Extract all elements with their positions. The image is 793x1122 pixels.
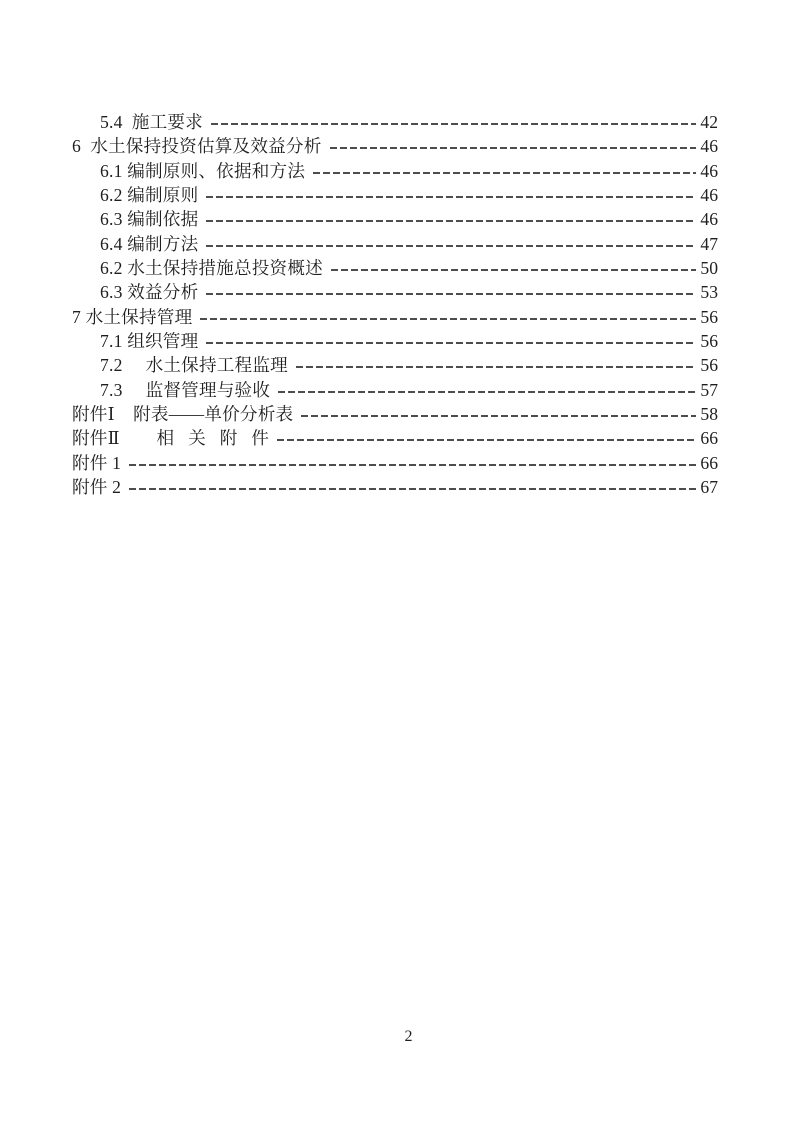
toc-entry [72, 475, 718, 499]
toc-entry [72, 402, 718, 426]
toc-leader-dashes [129, 488, 696, 490]
toc-entry-label: 7.2 水土保持工程监理 [100, 355, 288, 376]
toc-page-number: 46 [700, 160, 718, 181]
toc-entry [72, 134, 718, 158]
toc-leader-dashes [296, 366, 696, 368]
toc-entry [72, 329, 718, 353]
toc-entry [72, 451, 718, 475]
toc-leader-dashes [313, 172, 696, 174]
toc-entry [72, 280, 718, 304]
toc-entry-label: 6 水土保持投资估算及效益分析 [72, 136, 322, 157]
toc-entry-label: 6.4 编制方法 [100, 233, 199, 254]
toc-page-number: 57 [700, 379, 718, 400]
toc-entry-label: 6.1 编制原则、依据和方法 [100, 160, 306, 181]
toc-entry [72, 426, 718, 450]
toc-page-number: 46 [700, 209, 718, 230]
toc-page-number: 47 [700, 233, 718, 254]
toc-page-number: 58 [700, 403, 718, 424]
toc-page-number: 56 [700, 330, 718, 351]
toc-leader-dashes [278, 391, 696, 393]
toc-entry-label: 附件Ⅰ 附表——单价分析表 [72, 403, 294, 424]
toc-entry-label: 7 水土保持管理 [72, 306, 193, 327]
toc-leader-dashes [206, 342, 696, 344]
toc-leader-dashes [129, 464, 696, 466]
toc-page-number: 50 [700, 257, 718, 278]
toc-entry [72, 183, 718, 207]
toc-leader-dashes [301, 415, 696, 417]
toc-leader-dashes [206, 245, 696, 247]
toc-entry-label: 6.3 效益分析 [100, 282, 199, 303]
toc-entry [72, 305, 718, 329]
toc-leader-dashes [206, 220, 696, 222]
toc-entry [72, 207, 718, 231]
toc-entry-label: 6.2 水土保持措施总投资概述 [100, 257, 323, 278]
toc-leader-dashes [206, 293, 696, 295]
toc-entry-label: 6.2 编制原则 [100, 184, 199, 205]
toc-page-number: 66 [700, 428, 718, 449]
toc-entry-label: 附件 1 [72, 452, 122, 473]
toc-page-number: 46 [700, 136, 718, 157]
toc-leader-dashes [330, 147, 696, 149]
toc-entry-label: 5.4 施工要求 [100, 112, 203, 132]
toc-leader-dashes [206, 196, 696, 198]
page-number: 2 [404, 1028, 413, 1045]
toc-page-number: 66 [700, 452, 718, 473]
toc-leader-dashes [211, 123, 696, 125]
toc-page-number: 46 [700, 184, 718, 205]
toc-leader-dashes [331, 269, 696, 271]
toc-page-number: 42 [700, 112, 718, 132]
toc-entry [72, 110, 718, 134]
toc-entry [72, 232, 718, 256]
toc [72, 110, 718, 499]
toc-entry [72, 378, 718, 402]
toc-entry-label: 附件Ⅱ 相 关 附 件 [72, 428, 270, 449]
toc-entry-label: 6.3 编制依据 [100, 209, 199, 230]
toc-page-number: 56 [700, 306, 718, 327]
toc-entry [72, 353, 718, 377]
toc-entry [72, 256, 718, 280]
toc-page-number: 53 [700, 282, 718, 303]
toc-entry-label: 7.1 组织管理 [100, 330, 199, 351]
toc-page-number: 67 [700, 476, 718, 497]
toc-page-number: 56 [700, 355, 718, 376]
toc-leader-dashes [277, 439, 696, 441]
toc-leader-dashes [200, 318, 696, 320]
toc-entry-label: 7.3 监督管理与验收 [100, 379, 271, 400]
toc-entry [72, 159, 718, 183]
toc-entry-label: 附件 2 [72, 476, 122, 497]
